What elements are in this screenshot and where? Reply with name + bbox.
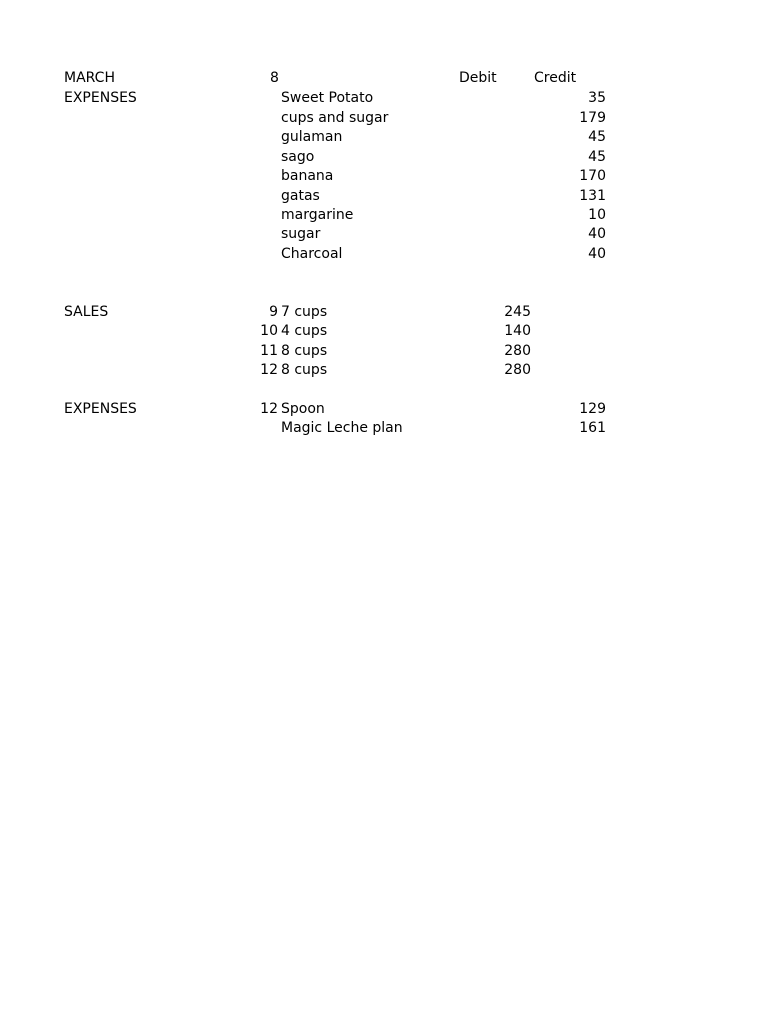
expense-item-name: margarine bbox=[281, 207, 354, 223]
expense-row bbox=[0, 147, 768, 167]
expense-row bbox=[0, 205, 768, 225]
month-label: MARCH bbox=[64, 70, 115, 86]
expense-row bbox=[0, 399, 768, 419]
expense-credit-value: 35 bbox=[588, 90, 606, 106]
credit-column-header: Credit bbox=[534, 70, 577, 86]
sales-item-name: 8 cups bbox=[281, 361, 328, 378]
sales-section-label: SALES bbox=[64, 303, 109, 320]
expense-item-name: gatas bbox=[281, 187, 320, 204]
sales-debit-value: 245 bbox=[504, 303, 531, 320]
expense-row bbox=[0, 418, 768, 438]
expense-credit-value: 45 bbox=[588, 129, 606, 145]
sales-day: 9 bbox=[269, 303, 278, 320]
expense-day: 12 bbox=[260, 400, 278, 417]
expense-item-name: gulaman bbox=[281, 129, 343, 145]
sales-item-name: 7 cups bbox=[281, 303, 328, 320]
sales-debit-value: 140 bbox=[504, 323, 531, 339]
expense-credit-value: 10 bbox=[588, 207, 606, 223]
sales-day: 12 bbox=[260, 361, 278, 378]
expense-item-name: Magic Leche plan bbox=[281, 420, 403, 436]
expense-row bbox=[0, 186, 768, 206]
expenses-section-label: EXPENSES bbox=[64, 90, 137, 106]
expense-credit-value: 161 bbox=[579, 420, 606, 436]
expense-row bbox=[0, 88, 768, 108]
expense-row bbox=[0, 108, 768, 128]
expense-row bbox=[0, 127, 768, 147]
sales-row bbox=[0, 302, 768, 322]
expense-credit-value: 129 bbox=[579, 400, 606, 417]
sales-debit-value: 280 bbox=[504, 361, 531, 378]
header-day: 8 bbox=[270, 70, 279, 86]
expense-credit-value: 179 bbox=[579, 109, 606, 126]
header-row bbox=[0, 68, 768, 88]
expense-item-name: sugar bbox=[281, 226, 321, 242]
expense-credit-value: 131 bbox=[579, 187, 606, 204]
expense-item-name: sago bbox=[281, 148, 315, 165]
expense-row bbox=[0, 224, 768, 244]
sales-day: 11 bbox=[260, 342, 278, 359]
expense-credit-value: 40 bbox=[588, 245, 606, 262]
sales-debit-value: 280 bbox=[504, 342, 531, 359]
expense-credit-value: 45 bbox=[588, 148, 606, 165]
expense-credit-value: 170 bbox=[579, 168, 606, 184]
expense-row bbox=[0, 244, 768, 264]
sales-item-name: 8 cups bbox=[281, 342, 328, 359]
sales-row bbox=[0, 321, 768, 341]
expense-item-name: Sweet Potato bbox=[281, 90, 374, 106]
expense-item-name: banana bbox=[281, 168, 334, 184]
expense-item-name: cups and sugar bbox=[281, 109, 389, 126]
expenses-section-label: EXPENSES bbox=[64, 400, 137, 417]
debit-column-header: Debit bbox=[459, 70, 497, 86]
sales-item-name: 4 cups bbox=[281, 323, 328, 339]
sales-row bbox=[0, 360, 768, 380]
expense-item-name: Spoon bbox=[281, 400, 325, 417]
expense-item-name: Charcoal bbox=[281, 245, 343, 262]
expense-credit-value: 40 bbox=[588, 226, 606, 242]
sales-day: 10 bbox=[260, 323, 278, 339]
sales-row bbox=[0, 341, 768, 361]
expense-row bbox=[0, 166, 768, 186]
